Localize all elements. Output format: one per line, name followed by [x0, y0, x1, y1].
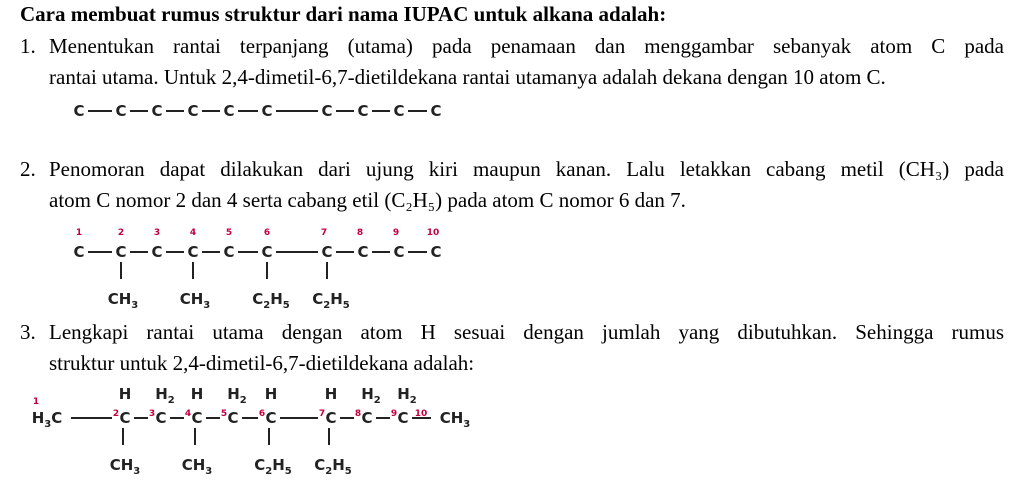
locant-number: 1 — [32, 397, 40, 407]
chain-carbon-atom: C — [361, 409, 373, 427]
page-title: Cara membuat rumus struktur dari nama IUPAC untuk alkana adalah: — [20, 2, 667, 26]
chain-carbon-atom: C — [430, 243, 442, 261]
chain-carbon-atom: C — [357, 243, 369, 261]
step-text-line: Menentukan rantai terpanjang (utama) pada penamaan dan menggambar sebanyak atom C pada — [49, 34, 1004, 58]
locant-number: 3 — [148, 409, 156, 419]
terminal-methyl-right: $CH_3$ — [439, 409, 471, 430]
ethyl-branch-label: $C_2H_5$ — [254, 456, 292, 477]
locant-number: 3 — [153, 228, 161, 238]
locant-number: 6 — [258, 409, 266, 419]
chain-carbon-atom: C — [223, 243, 235, 261]
chain-carbon-atom: C — [321, 102, 333, 120]
chain-carbon-atom: C — [119, 409, 131, 427]
chain-carbon-atom: C — [187, 102, 199, 120]
chain-carbon-atom: C — [393, 102, 405, 120]
dihydrogen-label: $H_2$ — [155, 385, 175, 406]
locant-number: 1 — [75, 228, 83, 238]
chain-carbon-atom: C — [430, 102, 442, 120]
chain-carbon-atom: C — [397, 409, 409, 427]
ethyl-branch-label: $C_2H_5$ — [314, 456, 352, 477]
chain-carbon-atom: C — [155, 409, 167, 427]
locant-number: 5 — [220, 409, 228, 419]
chain-carbon-atom: C — [115, 243, 127, 261]
chain-carbon-atom: C — [151, 243, 163, 261]
hydrogen-label: H — [118, 385, 132, 403]
step-text-line: Penomoran dapat dilakukan dari ujung kiri maupun kanan. Lalu letakkan cabang metil (CH₃) pada — [49, 157, 1004, 181]
locant-number: 5 — [225, 228, 233, 238]
chain-carbon-atom: C — [325, 409, 337, 427]
locant-number: 4 — [184, 409, 192, 419]
chain-carbon-atom: C — [393, 243, 405, 261]
locant-number: 10 — [414, 409, 428, 419]
dihydrogen-label: $H_2$ — [397, 385, 417, 406]
chain-carbon-atom: C — [115, 102, 127, 120]
chain-carbon-atom: C — [261, 102, 273, 120]
chain-carbon-atom: C — [265, 409, 277, 427]
chain-carbon-atom: C — [73, 243, 85, 261]
step-text-line: rantai utama. Untuk 2,4-dimetil-6,7-dietildekana rantai utamanya adalah dekana dengan 10 atom C. — [49, 65, 886, 89]
chain-carbon-atom: C — [151, 102, 163, 120]
methyl-branch-label: $CH_3$ — [179, 290, 211, 311]
chain-carbon-atom: C — [321, 243, 333, 261]
locant-number: 8 — [356, 228, 364, 238]
step-text-line: atom C nomor 2 dan 4 serta cabang etil (C₂H₅) pada atom C nomor 6 dan 7. — [49, 188, 686, 212]
dihydrogen-label: $H_2$ — [361, 385, 381, 406]
step-number: 2. — [20, 157, 36, 181]
locant-number: 6 — [263, 228, 271, 238]
locant-number: 7 — [320, 228, 328, 238]
locant-number: 10 — [426, 228, 440, 238]
chain-carbon-atom: C — [223, 102, 235, 120]
step-number: 1. — [20, 34, 36, 58]
locant-number: 2 — [117, 228, 125, 238]
locant-number: 8 — [354, 409, 362, 419]
ethyl-branch-label: $C_2H_5$ — [252, 290, 290, 311]
step-text-line: struktur untuk 2,4-dimetil-6,7-dietildekana adalah: — [49, 351, 475, 375]
locant-number: 7 — [318, 409, 326, 419]
chain-carbon-atom: C — [187, 243, 199, 261]
hydrogen-label: H — [190, 385, 204, 403]
dihydrogen-label: $H_2$ — [227, 385, 247, 406]
methyl-branch-label: $CH_3$ — [181, 456, 213, 477]
step-text-line: Lengkapi rantai utama dengan atom H sesuai dengan jumlah yang dibutuhkan. Sehingga rumus — [49, 320, 1004, 344]
full-structural-formula-diagram — [32, 385, 471, 477]
hydrogen-label: H — [264, 385, 278, 403]
terminal-methyl-left: $H_3C$ — [31, 409, 63, 430]
hydrogen-label: H — [324, 385, 338, 403]
numbered-chain-diagram — [73, 228, 441, 311]
chain-carbon-atom: C — [73, 102, 85, 120]
chain-carbon-atom: C — [357, 102, 369, 120]
methyl-branch-label: $CH_3$ — [107, 290, 139, 311]
locant-number: 9 — [390, 409, 398, 419]
locant-number: 2 — [112, 409, 120, 419]
locant-number: 4 — [189, 228, 197, 238]
step-number: 3. — [20, 320, 36, 344]
chain-carbon-atom: C — [191, 409, 203, 427]
ethyl-branch-label: $C_2H_5$ — [312, 290, 350, 311]
locant-number: 9 — [392, 228, 400, 238]
carbon-chain-diagram — [73, 102, 441, 120]
methyl-branch-label: $CH_3$ — [109, 456, 141, 477]
chain-carbon-atom: C — [261, 243, 273, 261]
chain-carbon-atom: C — [227, 409, 239, 427]
